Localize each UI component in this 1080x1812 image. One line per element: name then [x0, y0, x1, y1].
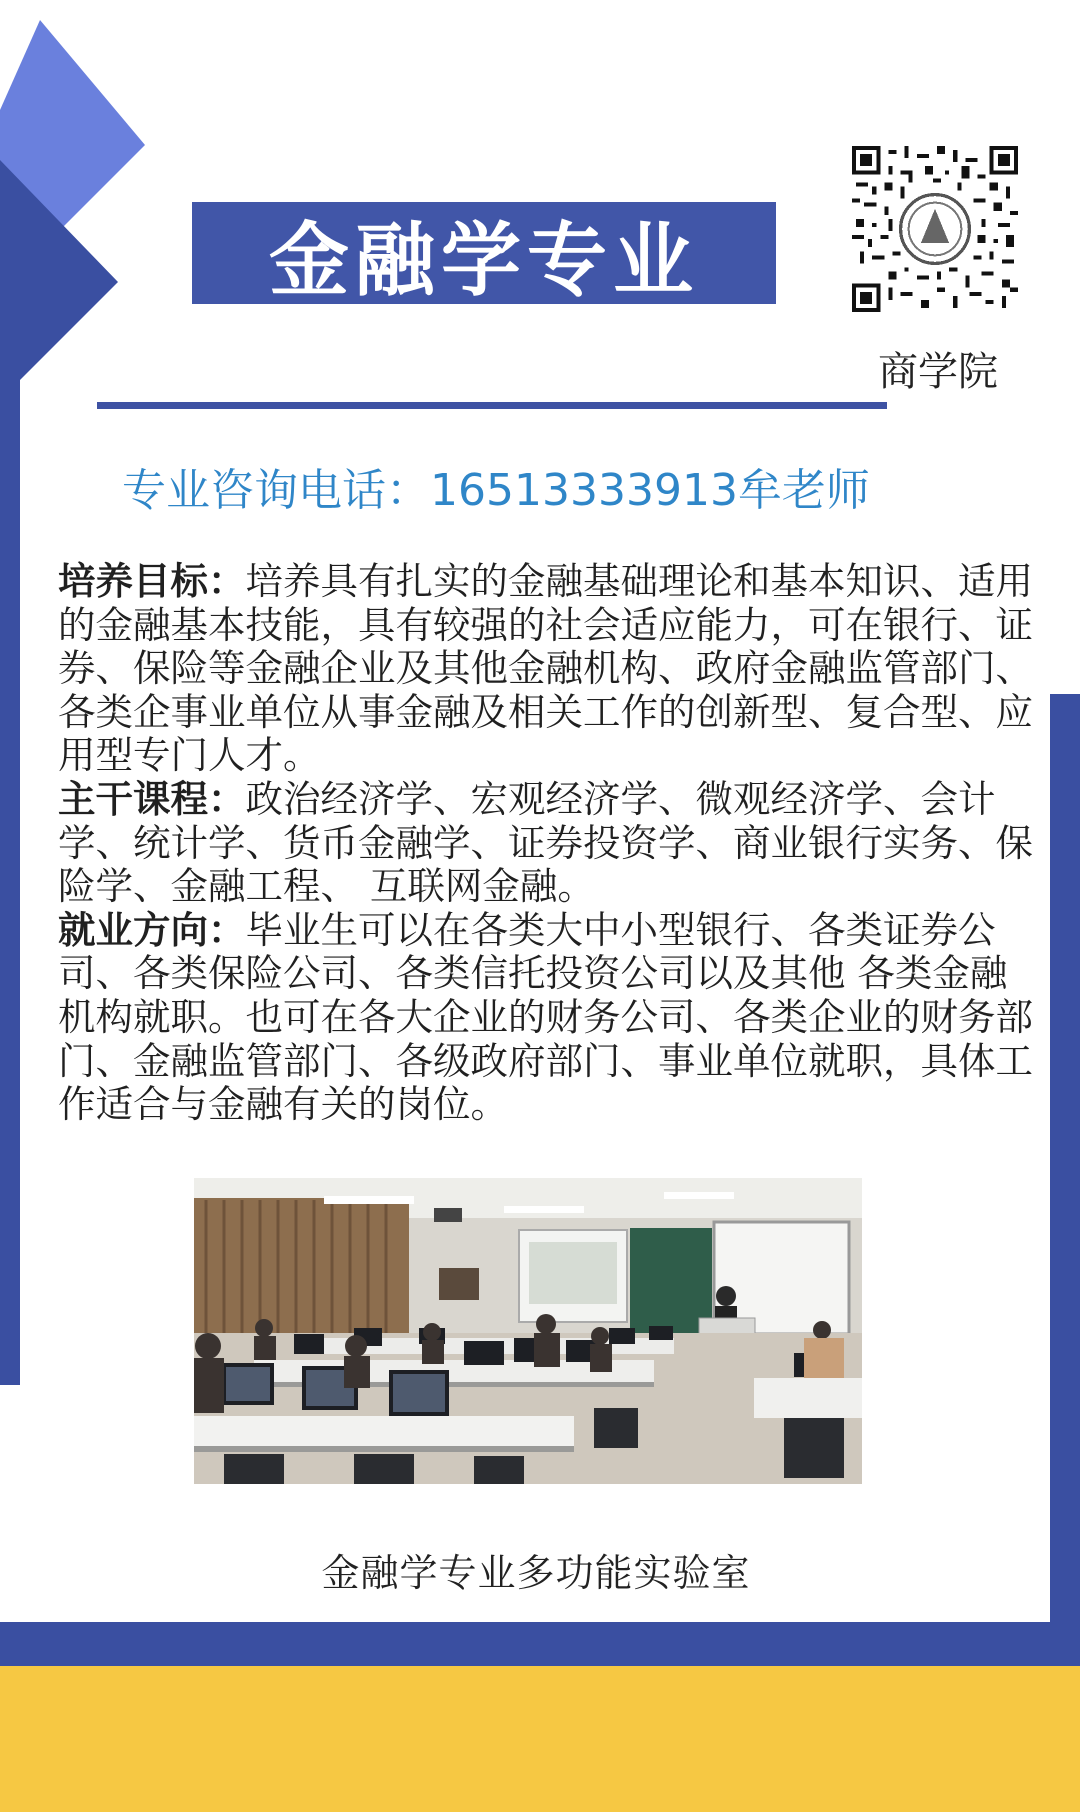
- photo-caption: 金融学专业多功能实验室: [321, 1551, 751, 1595]
- title-banner: [192, 202, 776, 307]
- right-band: [1050, 694, 1080, 1652]
- section-label: 主干课程：: [58, 776, 246, 821]
- bottom-band: [0, 1622, 1080, 1666]
- section-text: 培养具有扎实的金融基础理论和基本知识、适用的金融基本技能，具有较强的社会适应能力，可在银行、证券、保险等金融企业及其他金融机构、政府金融监管部门、各类企事业单位从事金融及相关工作的创新型、复合型、应用型专门人才。: [58, 559, 1033, 778]
- yellow-footer: [0, 1666, 1080, 1812]
- section-text: 政治经济学、宏观经济学、微观经济学、会计学、统计学、货币金融学、证券投资学、商业银行实务、保险学、金融工程、 互联网金融。: [58, 776, 1033, 909]
- core-courses: [58, 778, 1040, 909]
- section-text: 毕业生可以在各类大中小型银行、各类证券公司、各类保险公司、各类信托投资公司以及其他 各类金融机构就职。也可在各大企业的财务公司、各类企业的财务部门、金融监管部门、各级政府部门、事业单位就职，具体工作适合与金融有关的岗位。: [58, 907, 1033, 1127]
- header-divider: [97, 402, 887, 409]
- qr-code-icon[interactable]: [852, 146, 1018, 312]
- college-name: 商学院: [878, 349, 998, 395]
- classroom-photo: [194, 1178, 862, 1484]
- section-label: 培养目标：: [58, 559, 246, 603]
- training-objective: [58, 560, 1040, 778]
- left-band: [0, 360, 20, 1385]
- consultation-phone[interactable]: 专业咨询电话：16513333913牟老师: [122, 465, 870, 516]
- section-label: 就业方向：: [58, 907, 246, 952]
- career-direction: [58, 909, 1040, 1127]
- program-description: [58, 560, 1040, 1127]
- page-title: 金融学专业: [269, 213, 699, 307]
